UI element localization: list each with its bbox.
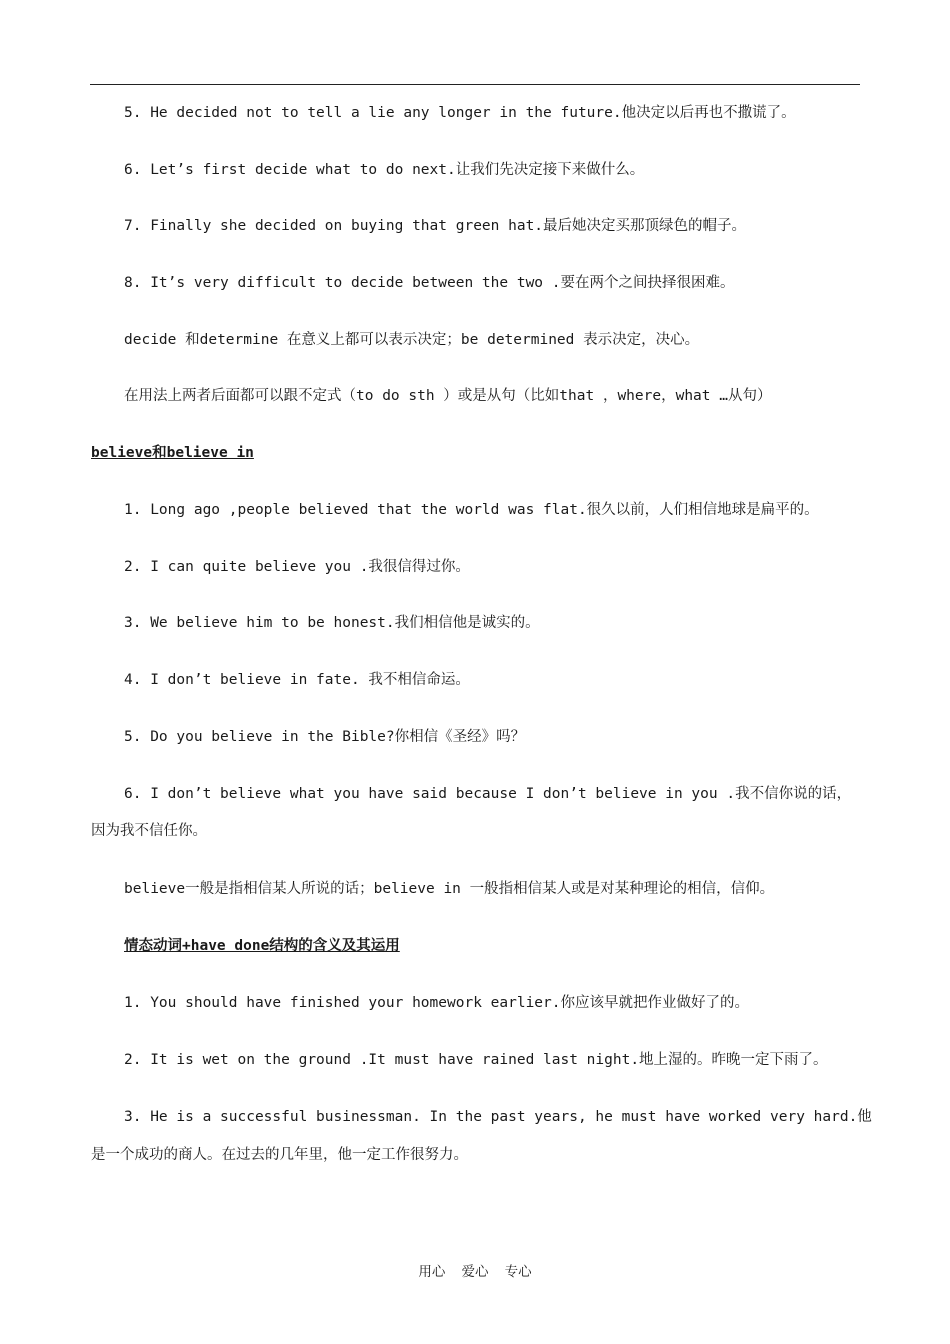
page-footer: 用心 爱心 专心 <box>418 1264 532 1280</box>
example-modal-1: 1. You should have finished your homework earlier.你应该早就把作业做好了的。 <box>124 995 749 1011</box>
example-decide-8: 8. It’s very difficult to decide between the two .要在两个之间抉择很困难。 <box>124 275 735 291</box>
example-believe-6-cont: 因为我不信任你。 <box>91 823 207 839</box>
example-modal-3-cont: 是一个成功的商人。在过去的几年里，他一定工作很努力。 <box>91 1147 468 1163</box>
example-believe-1: 1. Long ago ,people believed that the world was flat.很久以前，人们相信地球是扁平的。 <box>124 502 819 518</box>
example-believe-5: 5. Do you believe in the Bible?你相信《圣经》吗？ <box>124 729 526 745</box>
example-believe-3: 3. We believe him to be honest.我们相信他是诚实的。 <box>124 615 540 631</box>
note-decide-determine: decide 和determine 在意义上都可以表示决定；be determined 表示决定，决心。 <box>124 332 700 348</box>
section-heading-modal: 情态动词+have done结构的含义及其运用 <box>124 938 400 954</box>
example-decide-7: 7. Finally she decided on buying that green hat.最后她决定买那顶绿色的帽子。 <box>124 218 747 234</box>
example-modal-2: 2. It is wet on the ground .It must have rained last night.地上湿的。昨晚一定下雨了。 <box>124 1052 828 1068</box>
example-decide-6: 6. Let’s first decide what to do next.让我们先决定接下来做什么。 <box>124 162 645 178</box>
example-believe-6: 6. I don’t believe what you have said because I don’t believe in you .我不信你说的话， <box>124 786 852 802</box>
example-decide-5: 5. He decided not to tell a lie any longer in the future.他决定以后再也不撒谎了。 <box>124 105 796 121</box>
note-usage: 在用法上两者后面都可以跟不定式（to do sth ）或是从句（比如that ，where，what …从句） <box>124 388 772 404</box>
header-rule <box>90 84 860 85</box>
example-modal-3: 3. He is a successful businessman. In the past years, he must have worked very hard.他 <box>124 1109 872 1125</box>
section-heading-believe: believe和believe in <box>91 445 254 461</box>
example-believe-4: 4. I don’t believe in fate. 我不相信命运。 <box>124 672 470 688</box>
example-believe-2: 2. I can quite believe you .我很信得过你。 <box>124 559 470 575</box>
note-believe: believe一般是指相信某人所说的话；believe in 一般指相信某人或是对某种理论的相信，信仰。 <box>124 881 775 897</box>
